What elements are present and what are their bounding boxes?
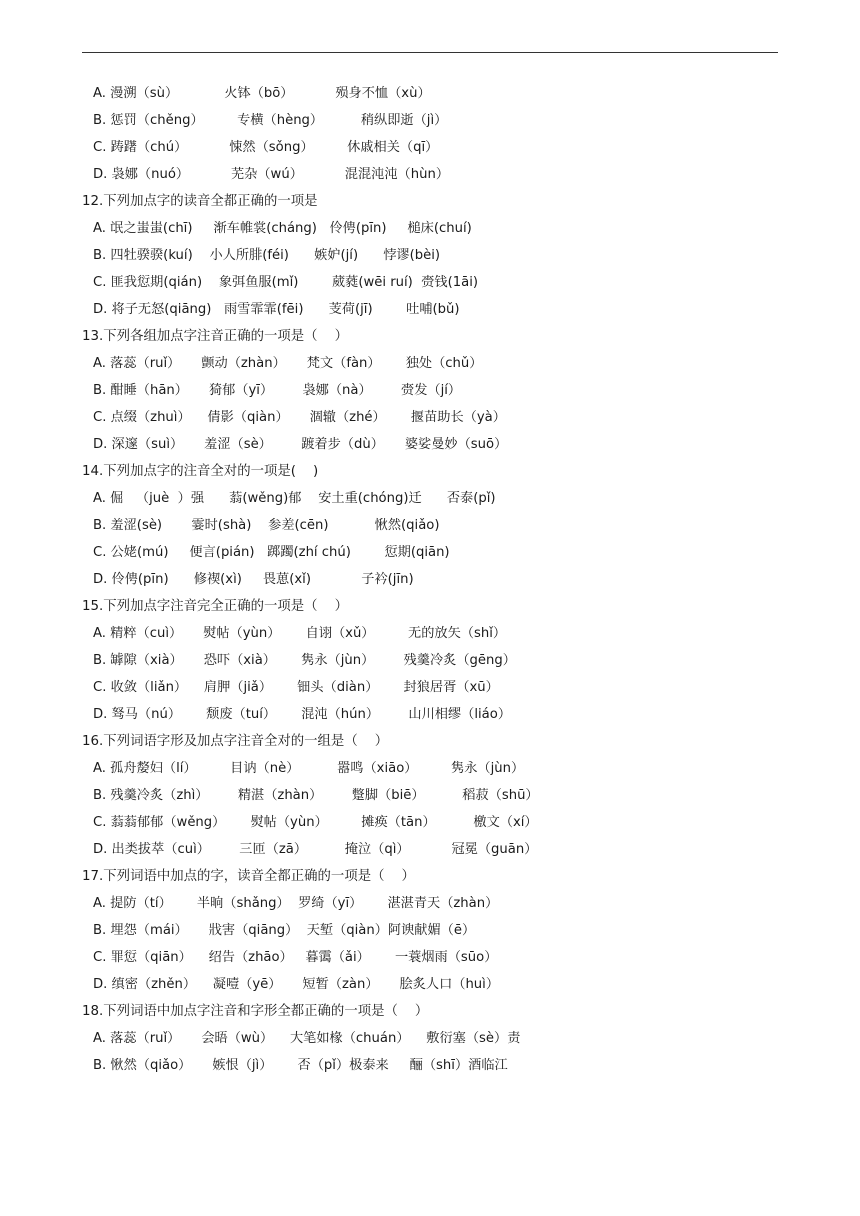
option-line: C. 踌躇（chú） 悚然（sǒng） 休戚相关（qī） xyxy=(93,140,439,155)
option-line: D. 深邃（suì） 羞涩（sè） 踱着步（dù） 婆娑曼妙（suō） xyxy=(93,437,508,452)
option-line: A. 漫溯（sù） 火钵（bō） 殒身不恤（xù） xyxy=(93,86,431,101)
question-stem: 17.下列词语中加点的字，读音全都正确的一项是（ ） xyxy=(82,869,415,884)
question-stem: 18.下列词语中加点字注音和字形全都正确的一项是（ ） xyxy=(82,1004,429,1019)
option-line: C. 公姥(mú) 便言(pián) 踯躅(zhí chú) 愆期(qiān) xyxy=(93,545,450,560)
option-line: B. 埋怨（mái） 戕害（qiāng） 天堑（qiàn）阿谀献媚（ē） xyxy=(93,923,476,938)
question-stem: 15.下列加点字注音完全正确的一项是（ ） xyxy=(82,599,348,614)
option-line: A. 落蕊（ruǐ） 颤动（zhàn） 梵文（fàn） 独处（chǔ） xyxy=(93,356,483,371)
option-line: D. 袅娜（nuó） 芜杂（wú） 混混沌沌（hùn） xyxy=(93,167,450,182)
option-line: B. 愀然（qiǎo） 嫉恨（jì） 否（pǐ）极泰来 酾（shī）酒临江 xyxy=(93,1058,508,1073)
option-line: C. 匪我愆期(qián) 象弭鱼服(mǐ) 葳蕤(wēi ruí) 赍钱(1āi) xyxy=(93,275,479,290)
option-line: D. 缜密（zhěn） 凝噎（yē） 短暂（zàn） 脍炙人口（huì） xyxy=(93,977,500,992)
option-line: A. 氓之蚩蚩(chī) 渐车帷裳(cháng) 伶俜(pīn) 槌床(chuí) xyxy=(93,221,472,236)
option-line: A. 倔 （juè ）强 蓊(wěng)郁 安土重(chóng)迁 否泰(pǐ) xyxy=(93,491,496,506)
option-line: C. 蓊蓊郁郁（wěng） 熨帖（yùn） 摊痪（tān） 檄文（xí） xyxy=(93,815,538,830)
option-line: D. 伶俜(pīn) 修禊(xì) 畏葸(xǐ) 子衿(jīn) xyxy=(93,572,414,587)
option-line: D. 出类拔萃（cuì） 三匝（zā） 掩泣（qì） 冠冕（guān） xyxy=(93,842,538,857)
header-rule xyxy=(82,52,778,53)
option-line: C. 点缀（zhuì） 倩影（qiàn） 涸辙（zhé） 揠苗助长（yà） xyxy=(93,410,506,425)
option-line: B. 残羹冷炙（zhì） 精湛（zhàn） 蹩脚（biē） 稻菽（shū） xyxy=(93,788,539,803)
option-line: C. 罪愆（qiān） 绍告（zhāo） 暮霭（ǎi） 一蓑烟雨（sūo） xyxy=(93,950,498,965)
option-line: B. 惩罚（chěng） 专横（hèng） 稍纵即逝（jì） xyxy=(93,113,448,128)
question-list xyxy=(82,80,782,1079)
option-line: D. 驽马（nú） 颓废（tuí） 混沌（hún） 山川相缪（liáo） xyxy=(93,707,512,722)
option-line: A. 提防（tí） 半晌（shǎng） 罗绮（yī） 湛湛青天（zhàn） xyxy=(93,896,499,911)
option-line: C. 收敛（liǎn） 肩胛（jiǎ） 钿头（diàn） 封狼居胥（xū） xyxy=(93,680,499,695)
option-line: A. 落蕊（ruǐ） 会晤（wù） 大笔如椽（chuán） 敷衍塞（sè）责 xyxy=(93,1031,521,1046)
question-stem: 16.下列词语字形及加点字注音全对的一组是（ ） xyxy=(82,734,389,749)
option-line: B. 四牡骙骙(kuí) 小人所腓(féi) 嫉妒(jí) 悖谬(bèi) xyxy=(93,248,441,263)
option-line: D. 将子无怒(qiāng) 雨雪霏霏(fēi) 芰荷(jī) 吐哺(bǔ) xyxy=(93,302,460,317)
option-line: A. 精粹（cuì） 熨帖（yùn） 自诩（xǔ） 无的放矢（shǐ） xyxy=(93,626,507,641)
option-line: B. 酣睡（hān） 猗郁（yī） 袅娜（nà） 赍发（jí） xyxy=(93,383,462,398)
option-line: B. 羞涩(sè) 霎时(shà) 参差(cēn) 愀然(qiǎo) xyxy=(93,518,440,533)
question-stem: 13.下列各组加点字注音正确的一项是（ ） xyxy=(82,329,348,344)
option-line: B. 罅隙（xià） 恐吓（xià） 隽永（jùn） 残羹冷炙（gēng） xyxy=(93,653,516,668)
question-stem: 12.下列加点字的读音全都正确的一项是 xyxy=(82,194,318,209)
question-stem: 14.下列加点字的注音全对的一项是( ) xyxy=(82,464,319,479)
option-line: A. 孤舟嫠妇（lí） 目讷（nè） 嚣鸣（xiāo） 隽永（jùn） xyxy=(93,761,525,776)
